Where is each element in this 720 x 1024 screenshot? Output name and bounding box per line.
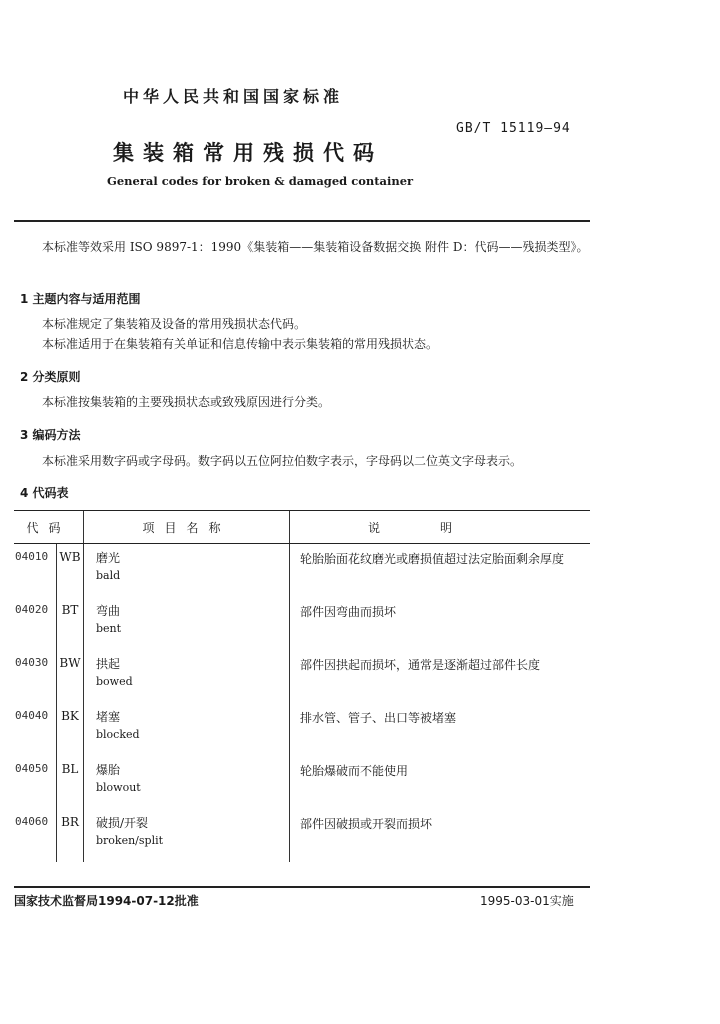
table-row [14,544,590,598]
table-row [14,756,590,809]
item-name [84,809,290,862]
section-2-para-1: 本标准按集装箱的主要残损状态或致残原因进行分类。 [42,395,331,409]
footer-divider [14,886,590,888]
document-title-english: General codes for broken & damaged container [107,174,414,188]
table-row [14,650,590,703]
item-description: 排水管、管子、出口等被堵塞 [290,703,591,756]
item-description: 部件因拱起而损坏，通常是逐渐超过部件长度 [290,650,591,703]
title-divider [14,220,590,222]
item-name-chinese: 弯曲 [96,604,121,618]
item-name-chinese: 堵塞 [96,710,121,724]
item-name-english: blowout [96,781,141,794]
section-2-heading: 2 分类原则 [20,370,81,384]
approval-line: 国家技术监督局1994-07-12批准 [14,894,199,908]
section-3-heading: 3 编码方法 [20,428,81,442]
numeric-code: 04060 [15,815,49,828]
header-item-name: 项目名称 [84,511,290,544]
item-name-english: bent [96,622,122,635]
item-name-chinese: 爆胎 [96,763,121,777]
item-name-english: bald [96,569,121,582]
letter-code: BT [57,597,84,650]
letter-code: WB [57,544,84,598]
numeric-code: 04010 [15,550,49,563]
section-4-heading: 4 代码表 [20,486,69,500]
code-table [14,510,590,862]
item-description: 轮胎爆破而不能使用 [290,756,591,809]
standard-number: GB/T 15119—94 [456,121,571,136]
implementation-date: 1995-03-01实施 [480,894,574,908]
table-row [14,597,590,650]
item-name [84,650,290,703]
item-name-chinese: 磨光 [96,551,121,565]
document-title-chinese: 集装箱常用残损代码 [113,141,383,165]
item-name-chinese: 破损/开裂 [96,816,149,830]
item-name [84,703,290,756]
letter-code: BW [57,650,84,703]
item-name-chinese: 拱起 [96,657,121,671]
letter-code: BR [57,809,84,862]
intro-paragraph: 本标准等效采用 ISO 9897-1：1990《集装箱——集装箱设备数据交换 附件 D：代码——残损类型》。 [42,240,589,254]
table-row [14,703,590,756]
numeric-code: 04040 [15,709,49,722]
header-code: 代码 [14,511,84,544]
table-row [14,809,590,862]
section-1-para-1: 本标准规定了集装箱及设备的常用残损状态代码。 [42,317,307,331]
section-3-para-1: 本标准采用数字码或字母码。数字码以五位阿拉伯数字表示，字母码以二位英文字母表示。 [42,454,523,468]
letter-code: BK [57,703,84,756]
numeric-code: 04050 [15,762,49,775]
item-description: 部件因破损或开裂而损坏 [290,809,591,862]
letter-code: BL [57,756,84,809]
numeric-code: 04020 [15,603,49,616]
section-1-para-2: 本标准适用于在集装箱有关单证和信息传输中表示集装箱的常用残损状态。 [42,337,439,351]
item-name [84,544,290,598]
table-header-row [14,511,590,544]
header-description: 说明 [290,511,591,544]
item-name-english: bowed [96,675,133,688]
item-name-english: blocked [96,728,140,741]
item-name [84,756,290,809]
item-name-english: broken/split [96,834,164,847]
section-1-heading: 1 主题内容与适用范围 [20,292,141,306]
item-description: 部件因弯曲而损坏 [290,597,591,650]
item-description: 轮胎胎面花纹磨光或磨损值超过法定胎面剩余厚度 [290,544,591,598]
issuing-authority: 中华人民共和国国家标准 [123,87,344,106]
numeric-code: 04030 [15,656,49,669]
item-name [84,597,290,650]
